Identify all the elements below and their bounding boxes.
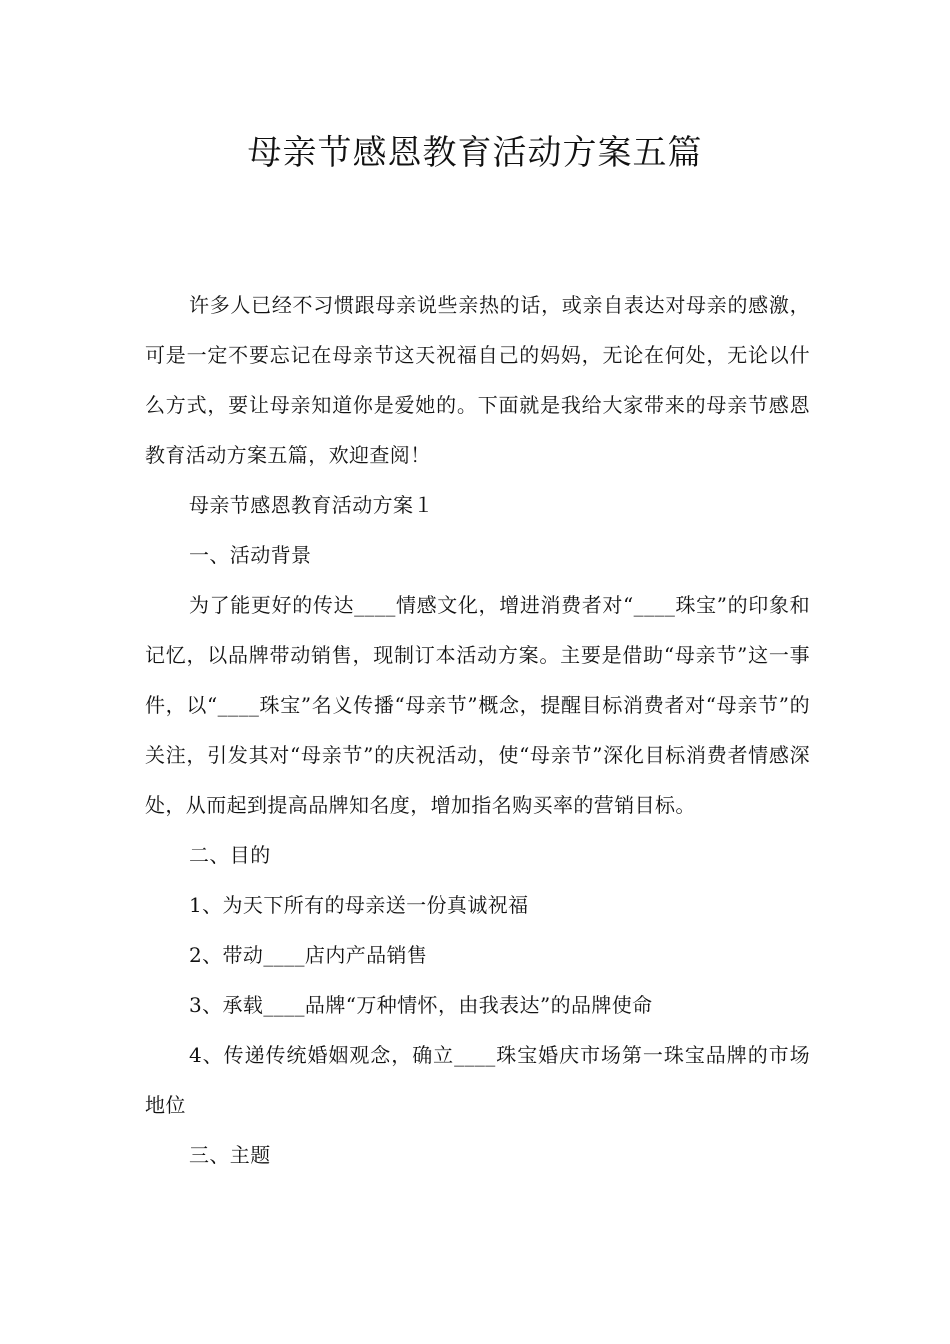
purpose-item-4: 4、传递传统婚姻观念，确立____珠宝婚庆市场第一珠宝品牌的市场地位	[145, 1043, 810, 1117]
document-title: 母亲节感恩教育活动方案五篇	[247, 133, 703, 173]
document-body	[145, 280, 810, 1180]
heading-purpose: 二、目的	[189, 843, 271, 867]
purpose-item-3: 3、承载____品牌“万种情怀，由我表达”的品牌使命	[189, 993, 653, 1017]
intro-paragraph: 许多人已经不习惯跟母亲说些亲热的话，或亲自表达对母亲的感激，可是一定不要忘记在母亲节这天祝福自己的妈妈，无论在何处，无论以什么方式，要让母亲知道你是爱她的。下面就是我给大家带来的母亲节感恩教育活动方案五篇，欢迎查阅！	[145, 293, 810, 467]
heading-background: 一、活动背景	[189, 543, 312, 567]
section-heading-plan-1: 母亲节感恩教育活动方案１	[189, 493, 434, 517]
purpose-item-2: 2、带动____店内产品销售	[189, 943, 428, 967]
heading-theme: 三、主题	[189, 1143, 271, 1167]
purpose-item-1: 1、为天下所有的母亲送一份真诚祝福	[189, 893, 529, 917]
background-paragraph: 为了能更好的传达____情感文化，增进消费者对“____珠宝”的印象和记忆，以品牌带动销售，现制订本活动方案。主要是借助“母亲节”这一事件，以“____珠宝”名义传播“母亲节”概念，提醒目标消费者对“母亲节”的关注，引发其对“母亲节”的庆祝活动，使“母亲节”深化目标消费者情感深处，从而起到提高品牌知名度，增加指名购买率的营销目标。	[145, 593, 810, 817]
